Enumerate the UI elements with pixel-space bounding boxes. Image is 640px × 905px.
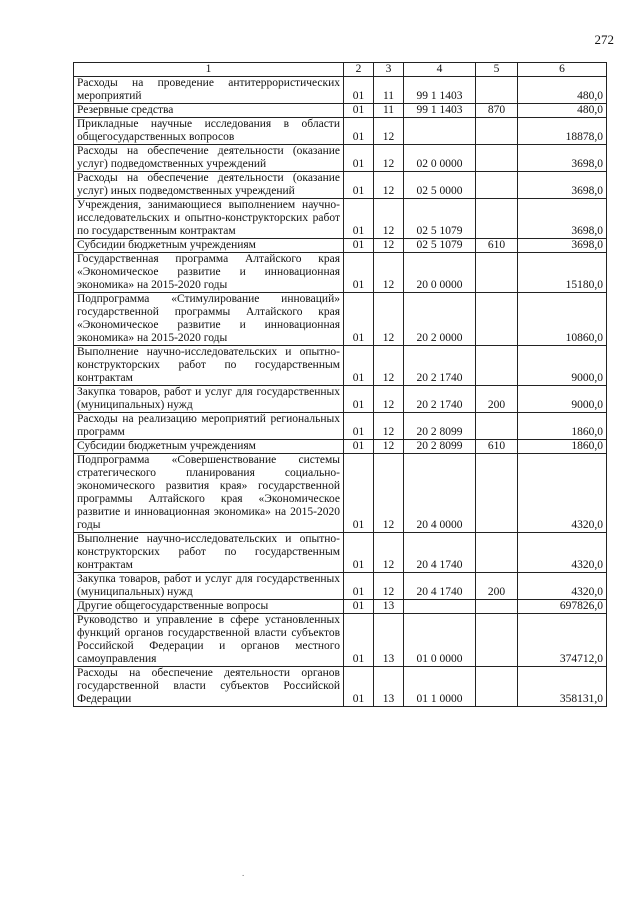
row-name: Учреждения, занимающиеся выполнением научно-исследовательских и опытно-конструкторских работ по государственным контрактам xyxy=(74,199,344,239)
row-amount: 3698,0 xyxy=(518,172,607,199)
row-section: 01 xyxy=(344,573,374,600)
row-name: Руководство и управление в сфере установленных функций органов государственной власти субъектов Российской Федерации и органов местного самоуправления xyxy=(74,614,344,667)
row-target-article: 01 0 0000 xyxy=(404,614,476,667)
row-name: Расходы на обеспечение деятельности органов государственной власти субъектов Российской Федерации xyxy=(74,667,344,707)
row-subsection: 12 xyxy=(374,440,404,454)
row-amount: 480,0 xyxy=(518,104,607,118)
row-amount: 1860,0 xyxy=(518,413,607,440)
table-row xyxy=(74,533,607,573)
row-name: Другие общегосударственные вопросы xyxy=(74,600,344,614)
budget-table xyxy=(73,62,607,707)
table-row xyxy=(74,239,607,253)
row-subsection: 12 xyxy=(374,118,404,145)
row-amount: 3698,0 xyxy=(518,199,607,239)
row-amount: 15180,0 xyxy=(518,253,607,293)
row-target-article: 99 1 1403 xyxy=(404,77,476,104)
row-expense-type xyxy=(476,346,518,386)
row-name: Расходы на реализацию мероприятий региональных программ xyxy=(74,413,344,440)
row-amount: 4320,0 xyxy=(518,533,607,573)
row-subsection: 13 xyxy=(374,614,404,667)
row-target-article: 20 2 8099 xyxy=(404,440,476,454)
row-name: Государственная программа Алтайского края «Экономическое развитие и инновационная экономика» на 2015-2020 годы xyxy=(74,253,344,293)
row-expense-type xyxy=(476,600,518,614)
row-expense-type xyxy=(476,199,518,239)
table-row xyxy=(74,440,607,454)
row-section: 01 xyxy=(344,77,374,104)
header-col-1: 1 xyxy=(74,63,344,77)
row-target-article: 20 4 1740 xyxy=(404,573,476,600)
row-subsection: 12 xyxy=(374,239,404,253)
table-header-row xyxy=(74,63,607,77)
row-name: Резервные средства xyxy=(74,104,344,118)
row-subsection: 12 xyxy=(374,413,404,440)
row-subsection: 12 xyxy=(374,533,404,573)
row-target-article: 20 4 0000 xyxy=(404,454,476,533)
table-row xyxy=(74,145,607,172)
row-subsection: 13 xyxy=(374,667,404,707)
row-amount: 4320,0 xyxy=(518,573,607,600)
row-target-article: 01 1 0000 xyxy=(404,667,476,707)
table-row xyxy=(74,104,607,118)
row-subsection: 12 xyxy=(374,454,404,533)
table-row xyxy=(74,386,607,413)
row-target-article: 20 2 1740 xyxy=(404,346,476,386)
row-subsection: 13 xyxy=(374,600,404,614)
row-target-article: 02 0 0000 xyxy=(404,145,476,172)
table-row xyxy=(74,346,607,386)
table-row xyxy=(74,614,607,667)
row-name: Закупка товаров, работ и услуг для государственных (муниципальных) нужд xyxy=(74,573,344,600)
row-expense-type xyxy=(476,614,518,667)
row-section: 01 xyxy=(344,346,374,386)
table-row xyxy=(74,573,607,600)
row-target-article: 02 5 0000 xyxy=(404,172,476,199)
header-col-4: 4 xyxy=(404,63,476,77)
row-expense-type: 610 xyxy=(476,239,518,253)
row-section: 01 xyxy=(344,118,374,145)
row-target-article xyxy=(404,118,476,145)
row-expense-type xyxy=(476,533,518,573)
row-target-article: 20 2 8099 xyxy=(404,413,476,440)
row-amount: 480,0 xyxy=(518,77,607,104)
row-target-article: 99 1 1403 xyxy=(404,104,476,118)
table-row xyxy=(74,118,607,145)
row-section: 01 xyxy=(344,533,374,573)
row-expense-type xyxy=(476,413,518,440)
row-subsection: 12 xyxy=(374,573,404,600)
row-name: Субсидии бюджетным учреждениям xyxy=(74,440,344,454)
row-name: Расходы на обеспечение деятельности (оказание услуг) подведомственных учреждений xyxy=(74,145,344,172)
row-section: 01 xyxy=(344,413,374,440)
row-amount: 18878,0 xyxy=(518,118,607,145)
row-subsection: 12 xyxy=(374,293,404,346)
table-row xyxy=(74,413,607,440)
row-amount: 358131,0 xyxy=(518,667,607,707)
row-section: 01 xyxy=(344,145,374,172)
page-number: 272 xyxy=(594,32,614,47)
row-name: Закупка товаров, работ и услуг для государственных (муниципальных) нужд xyxy=(74,386,344,413)
row-subsection: 12 xyxy=(374,346,404,386)
table-row xyxy=(74,600,607,614)
row-amount: 697826,0 xyxy=(518,600,607,614)
row-section: 01 xyxy=(344,454,374,533)
header-col-3: 3 xyxy=(374,63,404,77)
row-subsection: 12 xyxy=(374,386,404,413)
header-col-5: 5 xyxy=(476,63,518,77)
row-expense-type xyxy=(476,145,518,172)
row-expense-type xyxy=(476,293,518,346)
table-row xyxy=(74,172,607,199)
row-expense-type xyxy=(476,77,518,104)
row-name: Субсидии бюджетным учреждениям xyxy=(74,239,344,253)
row-section: 01 xyxy=(344,293,374,346)
row-name: Расходы на обеспечение деятельности (оказание услуг) иных подведомственных учреждений xyxy=(74,172,344,199)
row-target-article: 20 4 1740 xyxy=(404,533,476,573)
row-amount: 1860,0 xyxy=(518,440,607,454)
row-section: 01 xyxy=(344,440,374,454)
row-name: Выполнение научно-исследовательских и опытно-конструкторских работ по государственным контрактам xyxy=(74,346,344,386)
table-row xyxy=(74,667,607,707)
row-name: Расходы на проведение антитеррористических мероприятий xyxy=(74,77,344,104)
row-expense-type xyxy=(476,667,518,707)
row-amount: 3698,0 xyxy=(518,145,607,172)
row-target-article: 20 0 0000 xyxy=(404,253,476,293)
row-amount: 10860,0 xyxy=(518,293,607,346)
row-section: 01 xyxy=(344,253,374,293)
row-target-article: 20 2 0000 xyxy=(404,293,476,346)
row-section: 01 xyxy=(344,199,374,239)
row-expense-type xyxy=(476,253,518,293)
table-row xyxy=(74,77,607,104)
row-section: 01 xyxy=(344,239,374,253)
row-expense-type: 200 xyxy=(476,386,518,413)
row-name: Выполнение научно-исследовательских и опытно-конструкторских работ по государственным контрактам xyxy=(74,533,344,573)
row-amount: 9000,0 xyxy=(518,386,607,413)
row-target-article xyxy=(404,600,476,614)
row-section: 01 xyxy=(344,172,374,199)
table-row xyxy=(74,253,607,293)
row-target-article: 02 5 1079 xyxy=(404,239,476,253)
row-expense-type xyxy=(476,454,518,533)
row-expense-type: 200 xyxy=(476,573,518,600)
row-name: Прикладные научные исследования в области общегосударственных вопросов xyxy=(74,118,344,145)
row-amount: 9000,0 xyxy=(518,346,607,386)
header-col-6: 6 xyxy=(518,63,607,77)
row-amount: 4320,0 xyxy=(518,454,607,533)
row-subsection: 12 xyxy=(374,145,404,172)
row-section: 01 xyxy=(344,386,374,413)
row-target-article: 20 2 1740 xyxy=(404,386,476,413)
table-row xyxy=(74,454,607,533)
row-subsection: 11 xyxy=(374,77,404,104)
row-section: 01 xyxy=(344,667,374,707)
header-col-2: 2 xyxy=(344,63,374,77)
row-section: 01 xyxy=(344,614,374,667)
row-expense-type: 870 xyxy=(476,104,518,118)
row-amount: 3698,0 xyxy=(518,239,607,253)
row-subsection: 12 xyxy=(374,199,404,239)
table-row xyxy=(74,293,607,346)
row-expense-type: 610 xyxy=(476,440,518,454)
row-target-article: 02 5 1079 xyxy=(404,199,476,239)
row-subsection: 12 xyxy=(374,253,404,293)
row-section: 01 xyxy=(344,600,374,614)
row-subsection: 11 xyxy=(374,104,404,118)
row-expense-type xyxy=(476,118,518,145)
row-amount: 374712,0 xyxy=(518,614,607,667)
scan-mark: . xyxy=(242,868,245,878)
row-name: Подпрограмма «Стимулирование инноваций» государственной программы Алтайского края «Экономическое развитие и инновационная экономика» на 2015-2020 годы xyxy=(74,293,344,346)
row-subsection: 12 xyxy=(374,172,404,199)
row-section: 01 xyxy=(344,104,374,118)
table-row xyxy=(74,199,607,239)
row-expense-type xyxy=(476,172,518,199)
row-name: Подпрограмма «Совершенствование системы стратегического планирования социально-экономического развития края» государственной программы Алтайского края «Экономическое развитие и инновационная экономика» на 2015-2020 годы xyxy=(74,454,344,533)
